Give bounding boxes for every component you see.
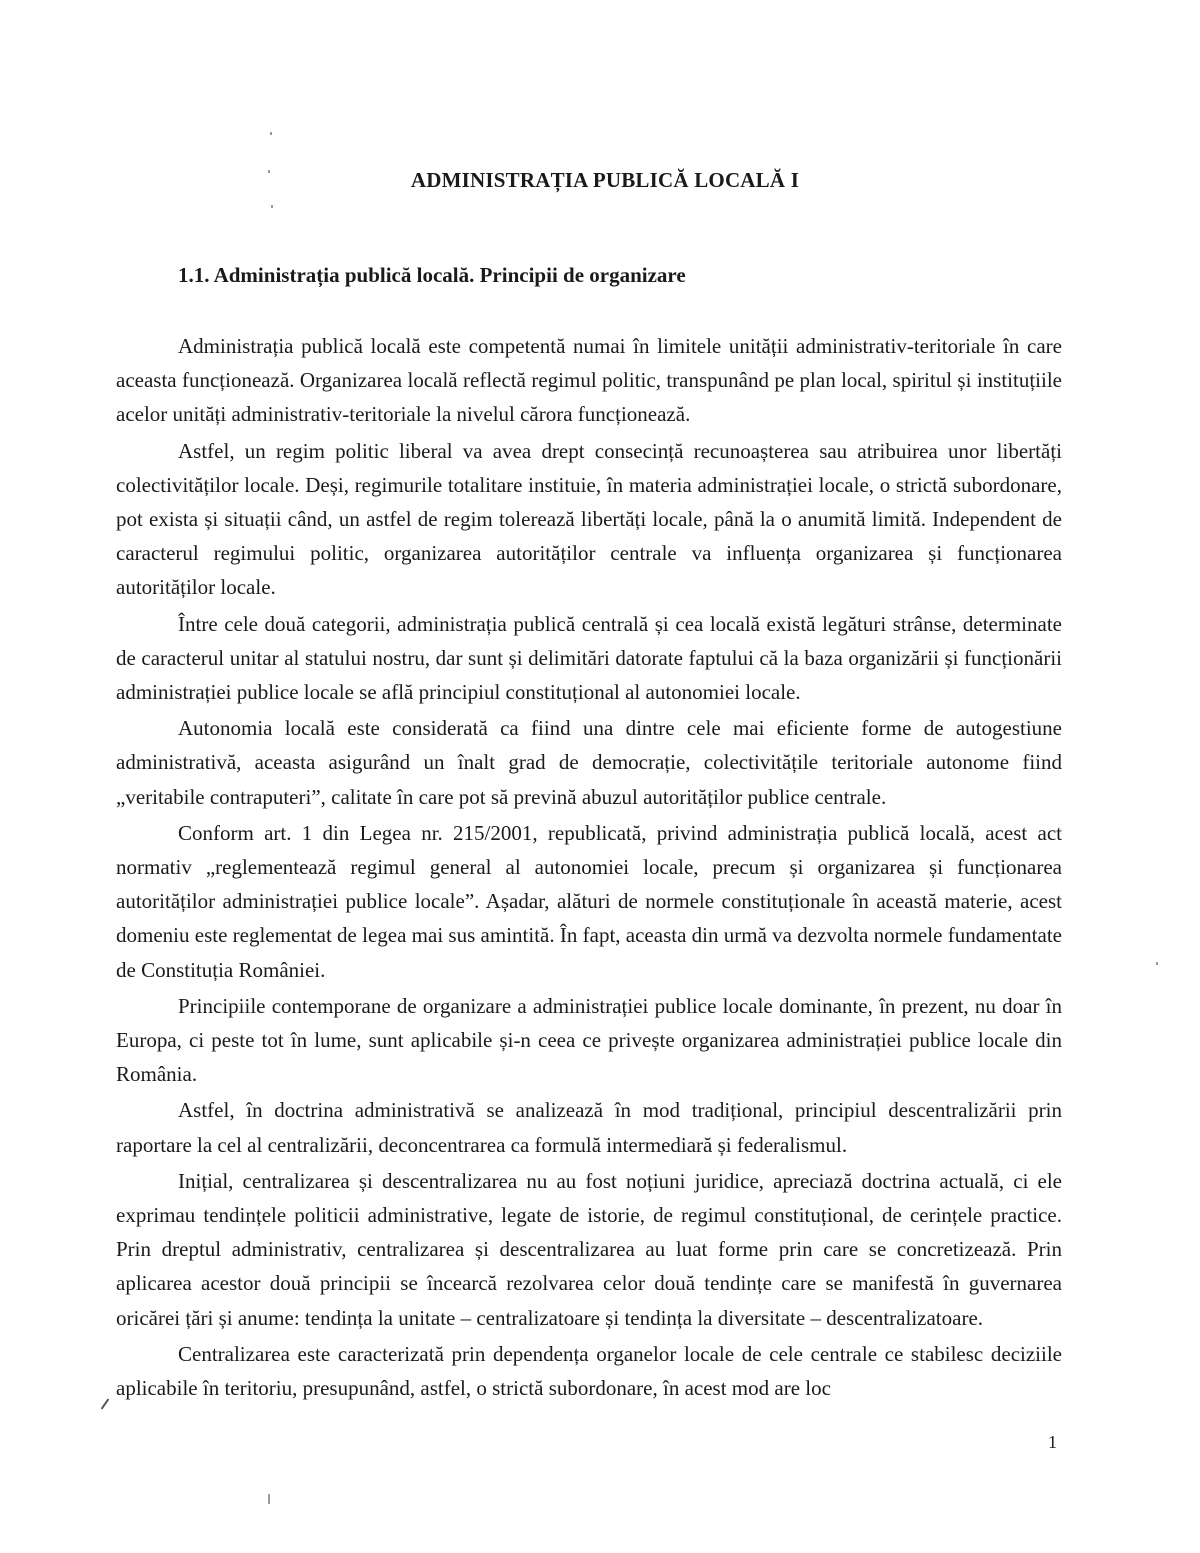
- scan-speck: [270, 132, 272, 135]
- paragraph: Între cele două categorii, administrația publică centrală și cea locală există legături strânse, determinate de caracterul unitar al statului nostru, dar sunt și delimitări datorate faptului că la baza organizării și funcționării administrației publice locale se află principiul constituțional al autonomiei locale.: [116, 611, 1062, 705]
- scan-speck: [268, 170, 270, 173]
- scan-speck: [268, 1494, 270, 1504]
- page-number: 1: [1048, 1432, 1057, 1452]
- paragraph: Inițial, centralizarea și descentralizarea nu au fost noțiuni juridice, apreciază doctrina actuală, ci ele exprimau tendințele politicii administrative, legate de istorie, de regimul constituțional, de cerințele practice. Prin dreptul administrativ, centralizarea și descentralizarea au luat forme prin care se concretizează. Prin aplicarea acestor două principii se încearcă rezolvarea celor două tendințe care se manifestă în guvernarea oricărei țări și anume: tendința la unitate – centralizatoare și tendința la diversitate – descentralizatoare.: [116, 1168, 1062, 1330]
- paragraph: Astfel, un regim politic liberal va avea drept consecință recunoașterea sau atribuirea unor libertăți colectivităților locale. Deși, regimurile totalitare instituie, în materia administrației locale, o strictă subordonare, pot exista și situații când, un astfel de regim tolerează libertăți locale, până la o anumită limită. Independent de caracterul regimului politic, organizarea autorităților centrale va influența organizarea și funcționarea autorităților locale.: [116, 438, 1062, 600]
- document-title: ADMINISTRAȚIA PUBLICĂ LOCALĂ I: [410, 168, 800, 192]
- scan-speck: [101, 1399, 110, 1410]
- scan-speck: [271, 205, 273, 208]
- scan-speck: [1156, 962, 1158, 965]
- paragraph: Autonomia locală este considerată ca fiind una dintre cele mai eficiente forme de autogestiune administrativă, aceasta asigurând un înalt grad de democrație, colectivitățile teritoriale autonome fiind „veritabile contraputeri”, calitate în care pot să prevină abuzul autorităților publice centrale.: [116, 716, 1062, 809]
- paragraph: Conform art. 1 din Legea nr. 215/2001, republicată, privind administrația publică locală, acest act normativ „reglementează regimul general al autonomiei locale, precum și organizarea și funcționarea autorităților administrației publice locale”. Așadar, alături de normele constituționale în această materie, acest domeniu este reglementat de legea mai sus amintită. În fapt, aceasta din urmă va dezvolta normele fundamentate de Constituția României.: [116, 820, 1062, 982]
- document-body: [116, 329, 1062, 1407]
- paragraph: Administrația publică locală este competentă numai în limitele unității administrativ-teritoriale în care aceasta funcționează. Organizarea locală reflectă regimul politic, transpunând pe plan local, spiritul și instituțiile acelor unități administrativ-teritoriale la nivelul cărora funcționează.: [116, 334, 1062, 427]
- paragraph: Centralizarea este caracterizată prin dependența organelor locale de cele centrale ce stabilesc deciziile aplicabile în teritoriu, presupunând, astfel, o strictă subordonare, în acest mod are loc: [116, 1341, 1062, 1401]
- paragraph: Astfel, în doctrina administrativă se analizează în mod tradițional, principiul descentralizării prin raportare la cel al centralizării, deconcentrarea ca formulă intermediară și federalismul.: [116, 1098, 1062, 1157]
- paragraph: Principiile contemporane de organizare a administrației publice locale dominante, în prezent, nu doar în Europa, ci peste tot în lume, sunt aplicabile și-n ceea ce privește organizarea administrației publice locale din România.: [116, 993, 1062, 1087]
- section-heading: 1.1. Administrația publică locală. Principii de organizare: [178, 263, 686, 287]
